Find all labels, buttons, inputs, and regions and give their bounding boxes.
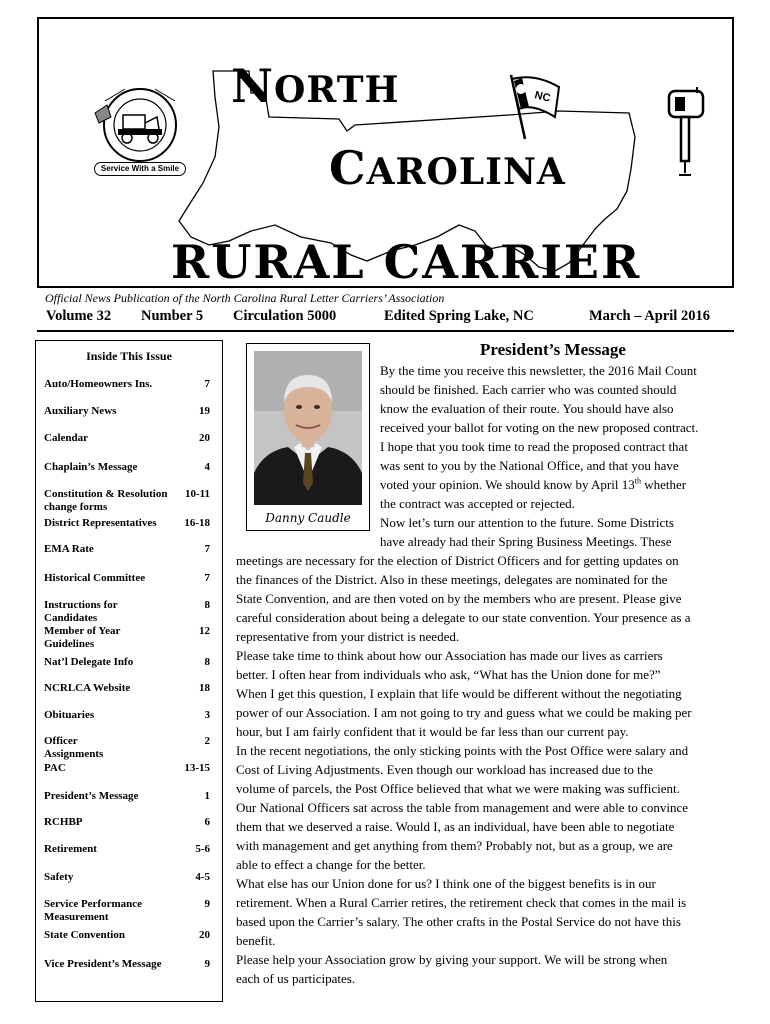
number-label: Number 5 [141, 308, 204, 324]
toc-entry [44, 816, 214, 829]
toc-entry-page: 4-5 [195, 871, 210, 883]
article-line: volume of parcels, the Post Office believed that what we were making was sufficient. [236, 781, 680, 796]
toc-entry-label: Retirement [44, 843, 97, 855]
association-seal-icon [85, 83, 195, 163]
toc-entry-page: 20 [199, 929, 210, 941]
toc-entry [44, 735, 214, 761]
article-line: Our National Officers sat across the table from management and were able to convince [236, 800, 689, 815]
article-line: hour, but I am fairly confident that it would be far less than our current pay. [236, 724, 629, 739]
article-line: was sent to you by the National Office, and that you have [380, 458, 679, 473]
article-line: the finances of the District. Also in these meetings, delegates are nominated for the [236, 572, 668, 587]
toc-entry [44, 599, 214, 625]
toc-entry-label: Safety [44, 871, 74, 883]
toc-entry-label: Service Performance Measurement [44, 898, 143, 923]
toc-entry-label: Obituaries [44, 709, 95, 721]
article-line: voted your opinion. We should know by April 13th whether [380, 476, 687, 492]
toc-title: Inside This Issue [86, 349, 172, 363]
toc-entry-label: Nat’l Delegate Info [44, 656, 134, 668]
toc-entry-page: 3 [204, 709, 210, 721]
toc-entry-label: State Convention [44, 929, 125, 941]
article-line: should be finished. Each carrier who was counted should [380, 382, 677, 397]
toc-entry-page: 4 [204, 461, 210, 473]
title-rural-carrier: RURAL CARRIER [171, 235, 642, 289]
toc-entry-label: Calendar [44, 432, 88, 444]
toc-entry-page: 9 [204, 958, 210, 970]
article-line: careful consideration about being a delegate to our state convention. Your presence as a [236, 610, 691, 625]
toc-entry [44, 790, 214, 803]
toc-entry-page: 8 [204, 656, 210, 668]
article-line: know the evaluation of their route. You should have also [380, 401, 674, 416]
edited-location-label: Edited Spring Lake, NC [384, 308, 534, 324]
toc-entry-label: Officer Assignments [44, 735, 104, 760]
toc-entry [44, 625, 214, 651]
toc-entry-label: Auxiliary News [44, 405, 117, 417]
toc-entry [44, 405, 214, 418]
article-line: received your ballot for voting on the new proposed contract. [380, 420, 699, 435]
toc-entry-label: Vice President’s Message [44, 958, 162, 970]
article-line: Cost of Living Adjustments. Even though our workload has increased due to the [236, 762, 654, 777]
article-line: I hope that you took time to read the proposed contract that [380, 439, 688, 454]
toc-entry-label: PAC [44, 762, 66, 774]
article-line: What else has our Union done for us? I think one of the biggest benefits is in our [236, 876, 656, 891]
issue-date-label: March – April 2016 [589, 308, 710, 324]
article-line: retirement. When a Rural Carrier retires, the retirement check that comes in the mail is [236, 895, 687, 910]
portrait-image [254, 351, 362, 505]
toc-entry-page: 7 [204, 378, 210, 390]
circulation-label: Circulation 5000 [233, 308, 337, 324]
title-north: NORTH [231, 59, 400, 113]
toc-entry-label: Constitution & Resolution change forms [44, 488, 168, 513]
toc-entry [44, 709, 214, 722]
masthead [37, 17, 734, 288]
toc-entry-label: Historical Committee [44, 572, 146, 584]
nc-flag-icon [507, 73, 567, 143]
toc-entry [44, 871, 214, 884]
toc-entry [44, 488, 214, 514]
toc-entry-label: District Representatives [44, 517, 157, 529]
toc-entry [44, 517, 214, 530]
publication-line: Official News Publication of the North Carolina Rural Letter Carriers’ Association [45, 291, 445, 305]
toc-entry [44, 762, 214, 775]
toc-entry-page: 19 [199, 405, 210, 417]
article-line: better. I often hear from individuals who ask, “What has the Union done for me?” [236, 667, 661, 682]
article-line: Please take time to think about how our Association has made our lives as carriers [236, 648, 663, 663]
toc-entry [44, 461, 214, 474]
article-line: By the time you receive this newsletter, the 2016 Mail Count [380, 363, 697, 378]
article-line: them that we deserved a raise. Would I, as an individual, have been able to negotiate [236, 819, 675, 834]
article-line: each of us participates. [236, 971, 356, 986]
toc-entry-page: 9 [204, 898, 210, 910]
article-line: have already had their Spring Business Meetings. These [380, 534, 672, 549]
toc-entry-label: Auto/Homeowners Ins. [44, 378, 153, 390]
article-line: benefit. [236, 933, 276, 948]
toc-entry-label: President’s Message [44, 790, 139, 802]
toc-entry-page: 6 [204, 816, 210, 828]
toc-entry [44, 843, 214, 856]
toc-entry-page: 12 [199, 625, 210, 637]
article-line: Now let’s turn our attention to the future. Some Districts [380, 515, 674, 530]
toc-entry-page: 16-18 [184, 517, 210, 529]
president-photo-frame [246, 343, 370, 531]
flag-text: NC [533, 89, 552, 105]
toc-entry [44, 656, 214, 669]
toc-entry-label: Instructions for Candidates [44, 599, 118, 624]
toc-entry [44, 543, 214, 556]
article-line: able to effect a change for the better. [236, 857, 426, 872]
toc-entry-page: 7 [204, 572, 210, 584]
article-line: the contract was accepted or rejected. [380, 496, 575, 511]
toc-entry-page: 5-6 [195, 843, 210, 855]
article-line: meetings are necessary for the election of District Officers and for getting updates on [236, 553, 679, 568]
toc-entry-page: 1 [204, 790, 210, 802]
toc-entry [44, 378, 214, 391]
toc-entry-label: NCRLCA Website [44, 682, 131, 694]
toc-entry-label: EMA Rate [44, 543, 94, 555]
toc-entry [44, 898, 214, 924]
article-line: based upon the Carrier’s salary. The other crafts in the Postal Service do not have this [236, 914, 681, 929]
toc-entry [44, 958, 214, 971]
article-line: State Convention, and are then voted on by the members who are present. Please give [236, 591, 682, 606]
toc-entry-page: 10-11 [184, 488, 210, 500]
toc-entry-page: 8 [204, 599, 210, 611]
toc-entry-page: 20 [199, 432, 210, 444]
toc-entry-page: 7 [204, 543, 210, 555]
article-line: In the recent negotiations, the only sticking points with the Post Office were salary and [236, 743, 689, 758]
toc-entry-page: 2 [204, 735, 210, 747]
article-line: When I get this question, I explain that life would be different without the negotiating [236, 686, 682, 701]
toc-entry-label: Member of Year Guidelines [44, 625, 121, 650]
title-carolina: CAROLINA [329, 141, 566, 195]
article-line: Please help your Association grow by giving your support. We will be strong when [236, 952, 668, 967]
toc-entry-page: 18 [199, 682, 210, 694]
toc-entry [44, 682, 214, 695]
article-line: with management and get anything from them? Probably not, but as a group, we are [236, 838, 673, 853]
toc-entry-page: 13-15 [184, 762, 210, 774]
toc-entry-label: RCHBP [44, 816, 83, 828]
president-photo [254, 351, 362, 505]
toc-entry [44, 432, 214, 445]
toc-entry-label: Chaplain’s Message [44, 461, 138, 473]
seal-motto: Service With a Smile [94, 162, 186, 176]
mailbox-icon [667, 87, 707, 177]
inside-this-issue-box [35, 340, 223, 1002]
article-line: power of our Association. I am not going to try and guess what we could be making per [236, 705, 692, 720]
article-title: President’s Message [480, 340, 626, 359]
article-line: representative from your district is needed. [236, 629, 460, 644]
toc-entry [44, 929, 214, 942]
toc-entry [44, 572, 214, 585]
issue-info-bar [37, 306, 734, 332]
volume-label: Volume 32 [46, 308, 112, 324]
photo-caption: Danny Caudle [265, 511, 351, 525]
